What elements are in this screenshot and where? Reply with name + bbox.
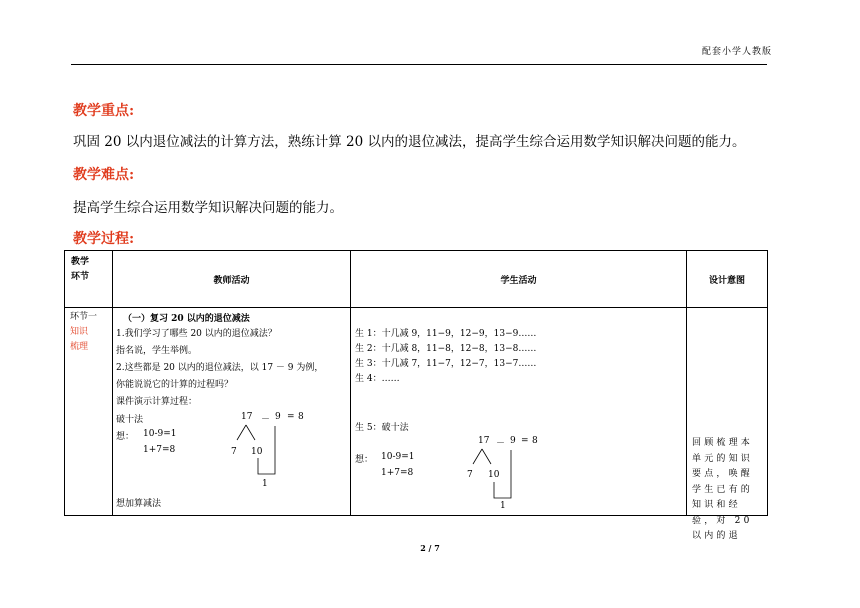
- focus-text: 巩固 20 以内退位减法的计算方法，熟练计算 20 以内的退位减法，提高学生综合运用数学知识解决问题的能力。: [73, 134, 746, 150]
- teacher-line2: 指名说，学生举例。: [116, 346, 198, 356]
- header-publisher: 配套小学人教版: [701, 47, 772, 57]
- difficulty-heading: 教学难点:: [73, 167, 135, 183]
- design-text: 回顾梳理本单元的知识要点，唤醒学生已有的知识和经验，对 20 以内的退: [692, 438, 754, 541]
- teacher-expr-op: －: [261, 415, 271, 425]
- teacher-eq1: 10-9=1: [143, 429, 177, 439]
- teacher-expr-b: 9: [275, 412, 281, 422]
- header-stage: [65, 251, 113, 308]
- student-think: 想：: [355, 455, 374, 465]
- teacher-result: 1: [262, 479, 268, 489]
- teacher-think: 想：: [116, 432, 135, 442]
- stage-title: 环节一: [70, 312, 98, 322]
- page-number: 2 / 7: [420, 543, 440, 553]
- teacher-split-diagram: [113, 308, 351, 515]
- student-line3: 生 3：十几减 7，11−7，12−7，13−7……: [355, 359, 537, 369]
- header-rule: [71, 64, 767, 65]
- student-line4: 生 4：……: [355, 374, 400, 384]
- process-heading: 教学过程:: [73, 231, 135, 247]
- student-split-a: 7: [467, 470, 473, 480]
- student-line2: 生 2：十几减 8，11−8，12−8，13−8……: [355, 344, 537, 354]
- student-eq1: 10-9=1: [381, 452, 415, 462]
- stage-cell: [65, 308, 113, 516]
- teacher-line5: 课件演示计算过程：: [116, 397, 198, 407]
- student-line5: 生 5：破十法: [355, 423, 409, 433]
- teacher-expr-eq: =: [287, 412, 295, 422]
- student-line1: 生 1：十几减 9，11−9，12−9，13−9……: [355, 329, 537, 339]
- header-design: 设计意图: [687, 251, 768, 308]
- teacher-split-a: 7: [231, 447, 237, 457]
- teacher-line4: 你能说说它的计算的过程吗？: [116, 380, 234, 390]
- student-split-diagram: [351, 308, 687, 515]
- teacher-last: 想加算减法: [116, 499, 162, 509]
- teacher-expr-r: 8: [298, 412, 304, 422]
- student-expr-r: 8: [532, 436, 538, 446]
- design-cell: [687, 308, 768, 541]
- student-expr-a: 17: [478, 436, 490, 446]
- header-teacher: 教师活动: [113, 251, 351, 308]
- stage-sub1: 知识: [70, 327, 89, 337]
- student-result: 1: [500, 501, 506, 511]
- student-expr-b: 9: [510, 436, 516, 446]
- teacher-method: 破十法: [116, 415, 144, 425]
- student-eq2: 1+7=8: [381, 468, 414, 478]
- table-row: [65, 308, 768, 516]
- difficulty-text: 提高学生综合运用数学知识解决问题的能力。: [73, 200, 343, 216]
- header-student: 学生活动: [351, 251, 687, 308]
- student-expr-eq: =: [521, 436, 529, 446]
- teacher-expr-a: 17: [241, 412, 253, 422]
- stage-sub2: 梳理: [70, 342, 89, 352]
- teacher-title: （一）复习 20 以内的退位减法: [123, 314, 250, 324]
- focus-heading: 教学重点:: [73, 103, 135, 119]
- teacher-cell: [113, 308, 351, 516]
- header-stage-line2: 环节: [71, 272, 90, 282]
- student-cell: [351, 308, 687, 516]
- process-table: [64, 250, 768, 541]
- teacher-line3: 2.这些都是 20 以内的退位减法，以 17 － 9 为例，: [116, 363, 324, 373]
- teacher-line1: 1.我们学习了哪些 20 以内的退位减法？: [116, 329, 277, 339]
- header-stage-line1: 教学: [71, 257, 90, 267]
- student-split-b: 10: [488, 470, 500, 480]
- teacher-split-b: 10: [251, 447, 263, 457]
- table-header-row: [65, 251, 768, 308]
- teacher-eq2: 1+7=8: [143, 445, 176, 455]
- student-expr-op: －: [496, 439, 506, 449]
